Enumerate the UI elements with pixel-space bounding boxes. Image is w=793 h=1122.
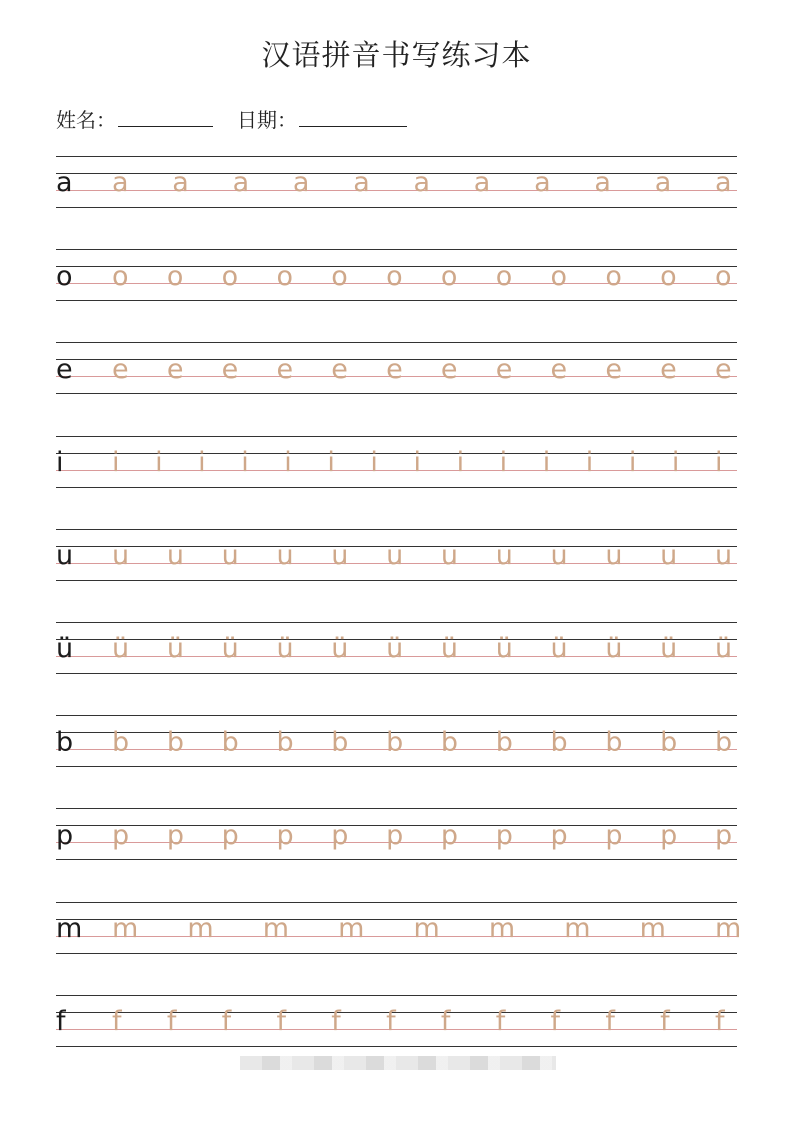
model-letter: o bbox=[56, 260, 73, 292]
trace-letter: u bbox=[166, 540, 184, 572]
trace-letter: i bbox=[198, 447, 206, 479]
trace-letter: f bbox=[221, 1006, 232, 1038]
trace-letter: b bbox=[715, 726, 733, 758]
model-letter: f bbox=[56, 1006, 66, 1038]
trace-letter: a bbox=[534, 167, 551, 199]
trace-letter: a bbox=[654, 167, 672, 199]
trace-letter: i bbox=[585, 447, 594, 479]
trace-letter: i bbox=[542, 447, 551, 479]
trace-letter: ü bbox=[550, 633, 568, 665]
trace-letter: i bbox=[327, 447, 335, 479]
trace-letter: b bbox=[440, 726, 459, 758]
trace-letter: ü bbox=[112, 633, 130, 665]
trace-letter: i bbox=[715, 447, 723, 479]
trace-letter: o bbox=[276, 260, 293, 292]
rule-line bbox=[56, 300, 737, 301]
trace-letter: b bbox=[331, 726, 349, 758]
trace-letter: e bbox=[715, 353, 732, 385]
rule-line bbox=[56, 249, 737, 250]
rule-line bbox=[56, 156, 737, 157]
trace-letter: m bbox=[262, 913, 290, 945]
model-letter: a bbox=[56, 167, 73, 199]
trace-letter: p bbox=[605, 819, 623, 851]
rule-line bbox=[56, 766, 737, 767]
trace-letter: b bbox=[386, 726, 404, 758]
trace-letter: ü bbox=[331, 633, 349, 665]
model-letter: ü bbox=[56, 633, 74, 665]
trace-letter: i bbox=[284, 447, 292, 479]
trace-letter: o bbox=[440, 260, 458, 292]
trace-letter: p bbox=[331, 819, 349, 851]
trace-letter: m bbox=[112, 913, 139, 945]
model-letter: p bbox=[56, 819, 74, 851]
trace-letter: u bbox=[221, 540, 239, 572]
trace-letter: u bbox=[715, 540, 733, 572]
trace-letter: i bbox=[628, 447, 637, 479]
trace-letter: p bbox=[495, 819, 513, 851]
trace-letter: o bbox=[386, 260, 403, 292]
trace-letter: f bbox=[660, 1006, 670, 1038]
trace-letter: ü bbox=[440, 633, 459, 665]
trace-letter: o bbox=[660, 260, 677, 292]
rule-line bbox=[56, 622, 737, 623]
date-blank bbox=[299, 125, 407, 127]
name-blank bbox=[118, 125, 213, 127]
trace-letter: b bbox=[166, 726, 184, 758]
trace-letter: o bbox=[495, 260, 513, 292]
trace-letter: m bbox=[413, 913, 440, 945]
trace-letter: u bbox=[495, 540, 513, 572]
trace-letter: p bbox=[550, 819, 568, 851]
trace-letter: o bbox=[112, 260, 129, 292]
trace-letter: a bbox=[594, 167, 611, 199]
trace-letter: o bbox=[715, 260, 732, 292]
rule-line bbox=[56, 580, 737, 581]
page-title: 汉语拼音书写练习本 bbox=[261, 38, 532, 72]
trace-letter: p bbox=[276, 819, 294, 851]
guide-line bbox=[56, 1029, 737, 1030]
trace-letter: p bbox=[386, 819, 404, 851]
trace-letter: ü bbox=[715, 633, 733, 665]
rule-line bbox=[56, 436, 737, 437]
rule-line bbox=[56, 902, 737, 903]
trace-letter: o bbox=[166, 260, 184, 292]
trace-letter: a bbox=[473, 167, 491, 199]
trace-letter: b bbox=[550, 726, 568, 758]
trace-letter: ü bbox=[605, 633, 623, 665]
trace-letter: e bbox=[331, 353, 348, 385]
trace-letter: p bbox=[440, 819, 459, 851]
trace-letter: e bbox=[112, 353, 129, 385]
date-label: 日期： bbox=[237, 108, 297, 132]
trace-letter: ü bbox=[276, 633, 294, 665]
info-row bbox=[56, 104, 407, 133]
trace-letter: i bbox=[456, 447, 465, 479]
trace-letter: a bbox=[112, 167, 129, 199]
trace-letter: e bbox=[495, 353, 513, 385]
trace-letter: b bbox=[495, 726, 513, 758]
trace-letter: e bbox=[166, 353, 184, 385]
model-letter: i bbox=[56, 447, 64, 479]
trace-letter: u bbox=[276, 540, 294, 572]
trace-letter: f bbox=[440, 1006, 451, 1038]
trace-letter: u bbox=[605, 540, 623, 572]
name-label: 姓名： bbox=[56, 108, 116, 132]
trace-letter: i bbox=[241, 447, 249, 479]
trace-letter: u bbox=[112, 540, 130, 572]
rule-line bbox=[56, 715, 737, 716]
trace-letter: i bbox=[671, 447, 680, 479]
trace-letter: a bbox=[292, 167, 310, 199]
rule-line bbox=[56, 953, 737, 954]
trace-letter: i bbox=[370, 447, 378, 479]
trace-letter: i bbox=[499, 447, 508, 479]
trace-letter: e bbox=[386, 353, 403, 385]
trace-letter: u bbox=[660, 540, 678, 572]
trace-letter: ü bbox=[166, 633, 184, 665]
trace-letter: u bbox=[440, 540, 459, 572]
trace-letter: f bbox=[276, 1006, 286, 1038]
rule-line bbox=[56, 1046, 737, 1047]
rule-line bbox=[56, 173, 737, 174]
trace-letter: o bbox=[605, 260, 622, 292]
rule-line bbox=[56, 393, 737, 394]
trace-letter: u bbox=[331, 540, 349, 572]
trace-letter: p bbox=[660, 819, 678, 851]
trace-letter: m bbox=[338, 913, 365, 945]
rule-line bbox=[56, 808, 737, 809]
trace-letter: p bbox=[112, 819, 130, 851]
trace-letter: a bbox=[353, 167, 370, 199]
trace-letter: p bbox=[715, 819, 733, 851]
trace-letter: u bbox=[386, 540, 404, 572]
model-letter: u bbox=[56, 540, 74, 572]
trace-letter: m bbox=[564, 913, 591, 945]
trace-letter: ü bbox=[386, 633, 404, 665]
trace-letter: m bbox=[715, 913, 742, 945]
trace-letter: a bbox=[413, 167, 431, 199]
trace-letter: e bbox=[440, 353, 458, 385]
watermark-blur bbox=[240, 1056, 556, 1070]
trace-letter: e bbox=[221, 353, 239, 385]
trace-letter: ü bbox=[660, 633, 678, 665]
trace-letter: f bbox=[605, 1006, 615, 1038]
trace-letter: m bbox=[639, 913, 666, 945]
model-letter: m bbox=[56, 913, 83, 945]
trace-letter: f bbox=[331, 1006, 341, 1038]
model-letter: e bbox=[56, 353, 73, 385]
trace-letter: f bbox=[112, 1006, 122, 1038]
trace-letter: f bbox=[550, 1006, 561, 1038]
trace-letter: u bbox=[550, 540, 568, 572]
trace-letter: e bbox=[276, 353, 294, 385]
trace-letter: ü bbox=[221, 633, 239, 665]
trace-letter: i bbox=[112, 447, 120, 479]
trace-letter: i bbox=[155, 447, 163, 479]
trace-letter: b bbox=[660, 726, 678, 758]
trace-letter: m bbox=[488, 913, 516, 945]
trace-letter: o bbox=[550, 260, 568, 292]
model-letter: b bbox=[56, 726, 74, 758]
trace-letter: ü bbox=[495, 633, 513, 665]
trace-letter: p bbox=[221, 819, 239, 851]
trace-letter: o bbox=[221, 260, 239, 292]
rule-line bbox=[56, 673, 737, 674]
trace-letter: f bbox=[495, 1006, 506, 1038]
trace-letter: o bbox=[331, 260, 348, 292]
rule-line bbox=[56, 487, 737, 488]
rule-line bbox=[56, 1012, 737, 1013]
rule-line bbox=[56, 529, 737, 530]
guide-line bbox=[56, 936, 737, 937]
trace-letter: b bbox=[112, 726, 130, 758]
rule-line bbox=[56, 859, 737, 860]
trace-letter: f bbox=[386, 1006, 396, 1038]
trace-letter: f bbox=[715, 1006, 725, 1038]
trace-letter: e bbox=[605, 353, 622, 385]
trace-letter: b bbox=[605, 726, 623, 758]
trace-letter: b bbox=[221, 726, 239, 758]
rule-line bbox=[56, 919, 737, 920]
trace-letter: a bbox=[172, 167, 189, 199]
trace-letter: e bbox=[550, 353, 568, 385]
rule-line bbox=[56, 342, 737, 343]
trace-letter: a bbox=[232, 167, 250, 199]
trace-letter: i bbox=[413, 447, 422, 479]
trace-letter: m bbox=[187, 913, 214, 945]
rule-line bbox=[56, 207, 737, 208]
guide-line bbox=[56, 190, 737, 191]
trace-letter: p bbox=[166, 819, 184, 851]
trace-letter: b bbox=[276, 726, 294, 758]
trace-letter: a bbox=[715, 167, 732, 199]
trace-letter: e bbox=[660, 353, 677, 385]
rule-line bbox=[56, 995, 737, 996]
trace-letter: f bbox=[166, 1006, 177, 1038]
